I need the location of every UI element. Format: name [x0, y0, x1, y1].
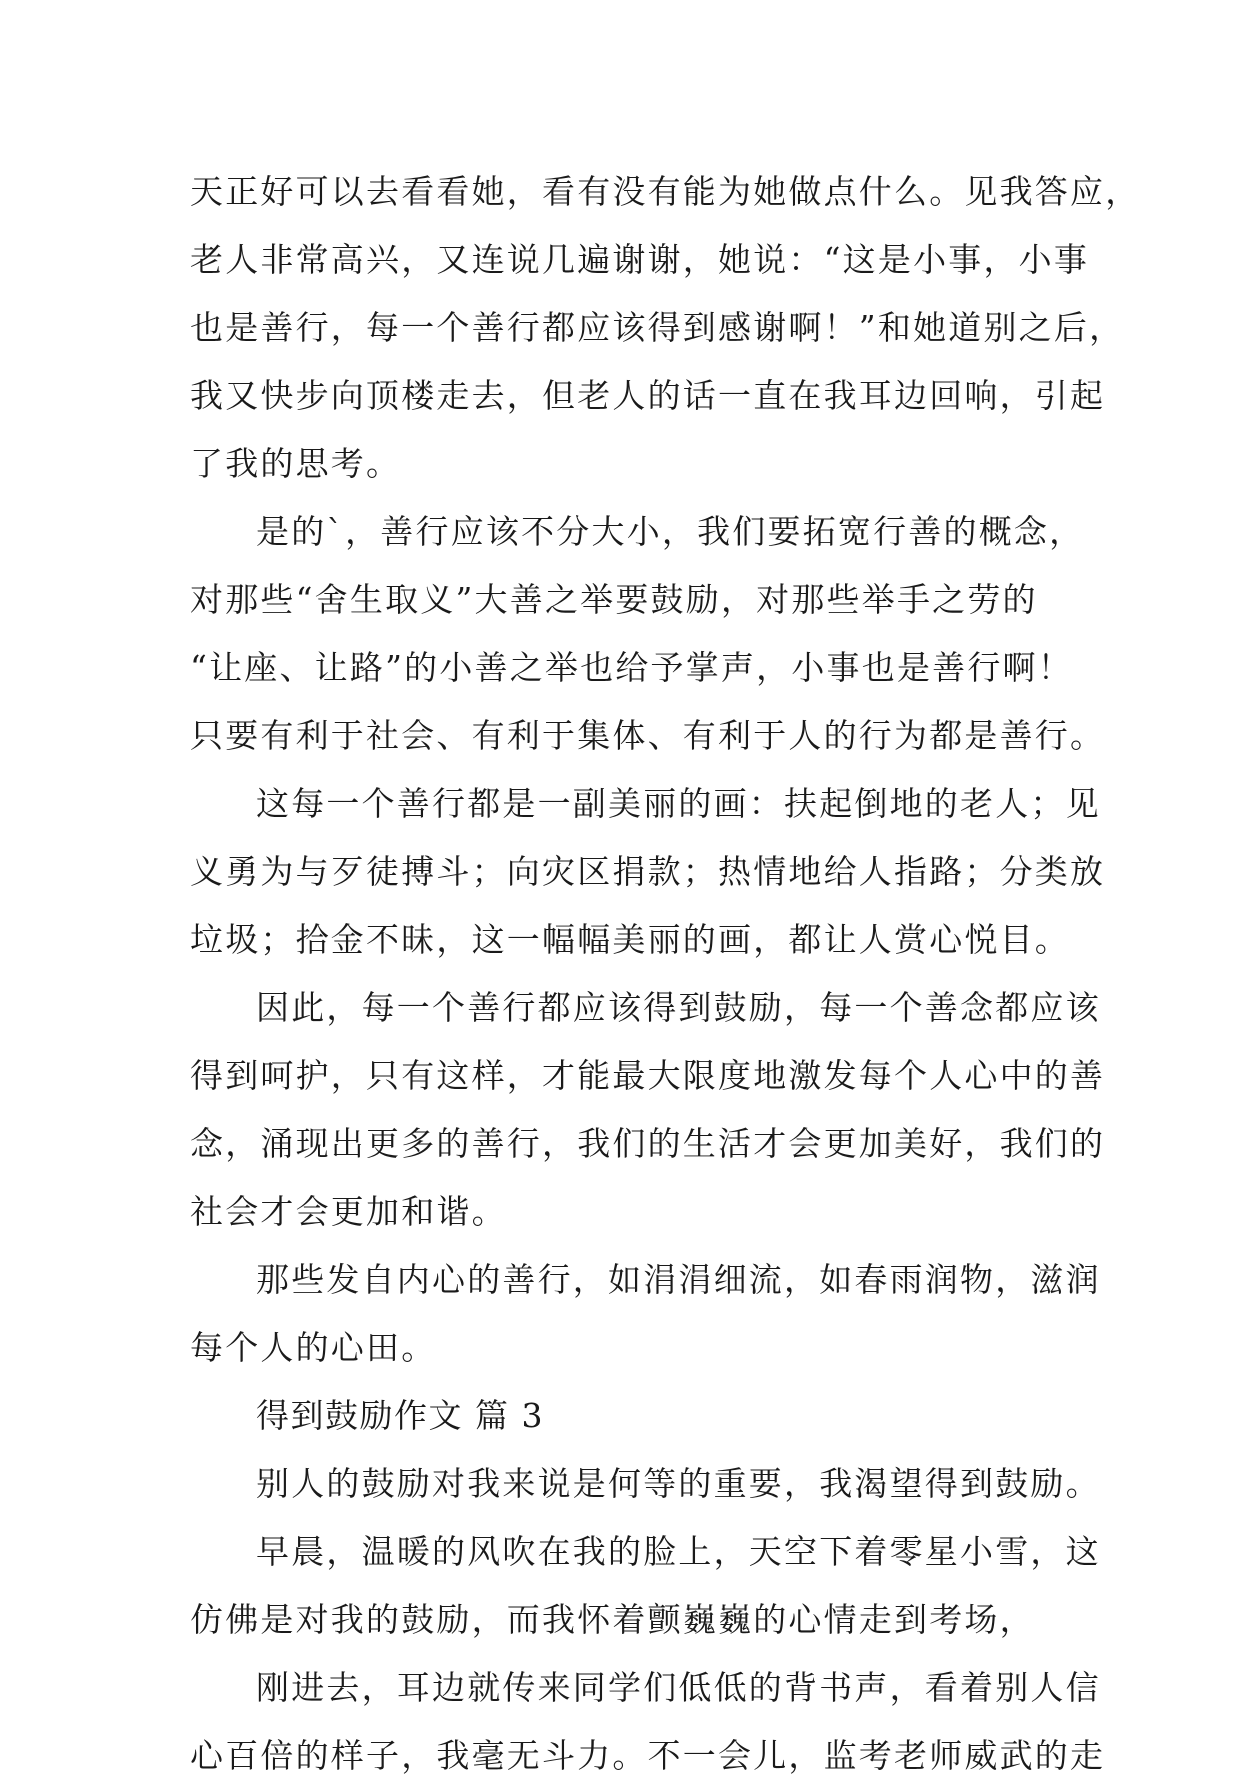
- text-line: 心百倍的样子，我毫无斗力。不一会儿，监考老师威武的走: [190, 1736, 1106, 1775]
- text-line: 只要有利于社会、有利于集体、有利于人的行为都是善行。: [190, 716, 1106, 755]
- text-line: “让座、让路”的小善之举也给予掌声，小事也是善行啊！: [190, 648, 1073, 687]
- text-line: 是的`，善行应该不分大小，我们要拓宽行善的概念，: [256, 512, 1085, 551]
- text-line: 老人非常高兴，又连说几遍谢谢，她说：“这是小事，小事: [190, 240, 1090, 279]
- text-line: 每个人的心田。: [190, 1328, 437, 1367]
- paragraph: [190, 1654, 1106, 1790]
- text-line: 得到呵护，只有这样，才能最大限度地激发每个人心中的善: [190, 1056, 1106, 1095]
- text-line: 我又快步向顶楼走去，但老人的话一直在我耳边回响，引起: [190, 376, 1106, 415]
- text-line: 也是善行，每一个善行都应该得到感谢啊！”和她道别之后，: [190, 308, 1125, 347]
- paragraph: [190, 1518, 1101, 1654]
- paragraph: [190, 158, 1141, 498]
- paragraph: [190, 498, 1106, 770]
- text-line: 那些发自内心的善行，如涓涓细流，如春雨润物，滋润: [256, 1260, 1101, 1299]
- paragraph: [190, 1450, 1101, 1518]
- text-line: 念，涌现出更多的善行，我们的生活才会更加美好，我们的: [190, 1124, 1106, 1163]
- text-line: 义勇为与歹徒搏斗；向灾区捐款；热情地给人指路；分类放: [190, 852, 1106, 891]
- document-body: [190, 158, 1141, 1790]
- text-line: 社会才会更加和谐。: [190, 1192, 507, 1231]
- section-heading: [190, 1382, 1080, 1450]
- text-line: 这每一个善行都是一副美丽的画：扶起倒地的老人；见: [256, 784, 1101, 823]
- text-line: 早晨，温暖的风吹在我的脸上，天空下着零星小雪，这: [256, 1532, 1101, 1571]
- text-line: 天正好可以去看看她，看有没有能为她做点什么。见我答应，: [190, 172, 1141, 211]
- text-line: 别人的鼓励对我来说是何等的重要，我渴望得到鼓励。: [256, 1464, 1101, 1503]
- text-line: 因此，每一个善行都应该得到鼓励，每一个善念都应该: [256, 988, 1101, 1027]
- text-line: 刚进去，耳边就传来同学们低低的背书声，看着别人信: [256, 1668, 1101, 1707]
- text-line: 对那些“舍生取义”大善之举要鼓励，对那些举手之劳的: [190, 580, 1038, 619]
- paragraph: [190, 770, 1106, 974]
- paragraph: [190, 1246, 1101, 1382]
- text-line: 仿佛是对我的鼓励，而我怀着颤巍巍的心情走到考场，: [190, 1600, 1035, 1639]
- text-line: 了我的思考。: [190, 444, 402, 483]
- text-line: 垃圾；拾金不昧，这一幅幅美丽的画，都让人赏心悦目。: [190, 920, 1070, 959]
- heading-text: 得到鼓励作文 篇 3: [256, 1396, 544, 1435]
- paragraph: [190, 974, 1106, 1246]
